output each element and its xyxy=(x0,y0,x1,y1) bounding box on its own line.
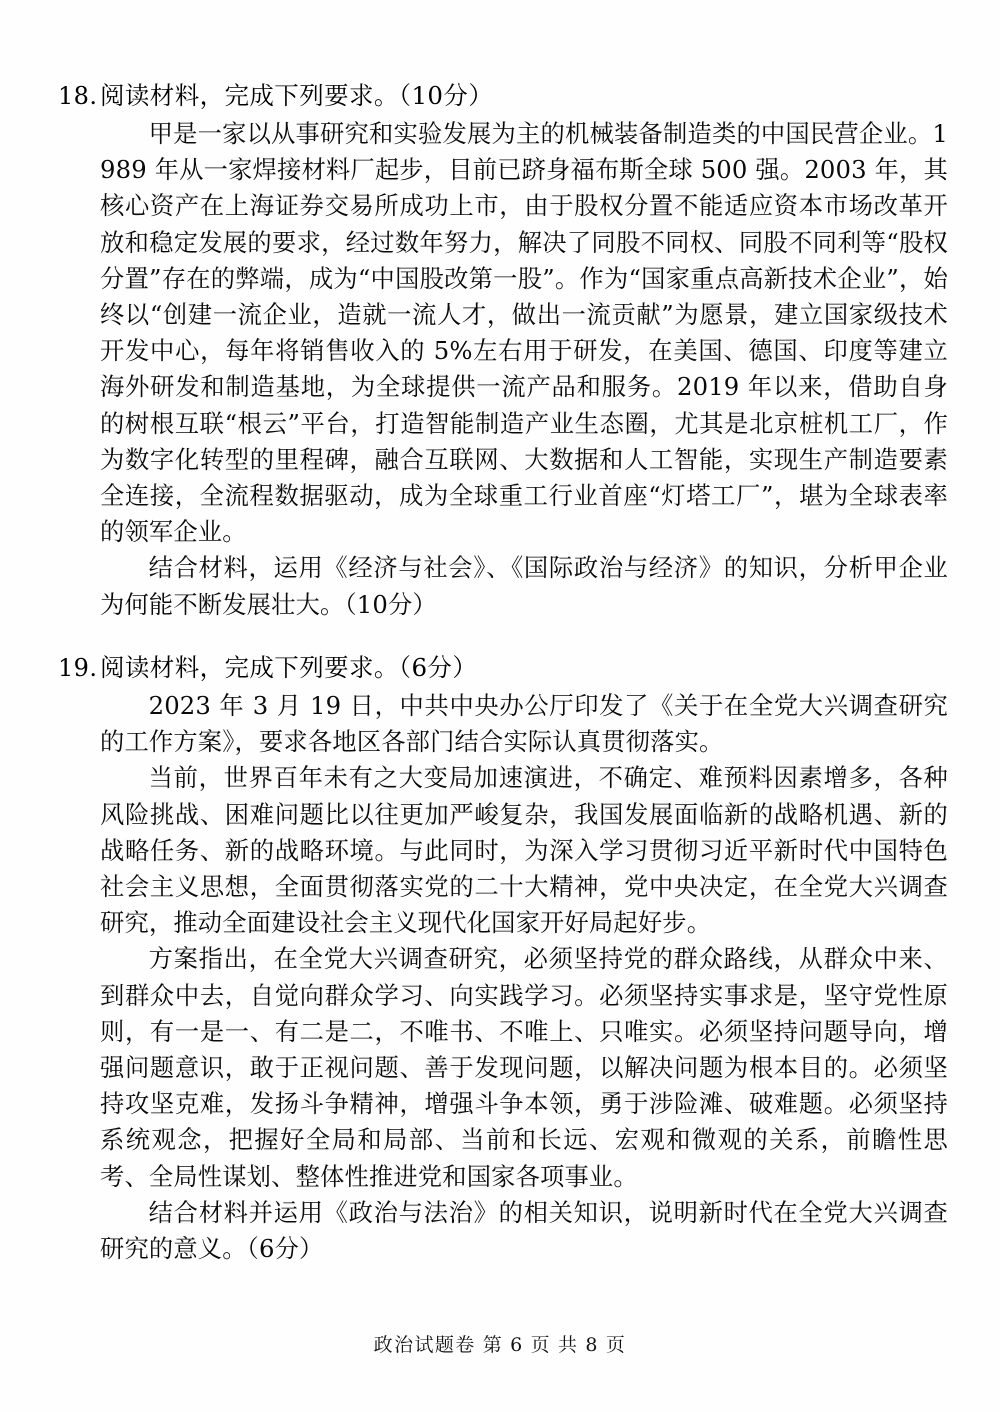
question-18-material-paragraph: 甲是一家以从事研究和实验发展为主的机械装备制造类的中国民营企业。1989 年从一家焊接材料厂起步，目前已跻身福布斯全球 500 强。2003 年，其核心资产在上海证券交易所成功上市，由于股权分置不能适应资本市场改革开放和稳定发展的要求，经过数年努力，解决了同股不同权、同股不同利等“股权分置”存在的弊端，成为“中国股改第一股”。作为“国家重点高新技术企业”，始终以“创建一流企业，造就一流人才，做出一流贡献”为愿景，建立国家级技术开发中心，每年将销售收入的 5%左右用于研发，在美国、德国、印度等建立海外研发和制造基地，为全球提供一流产品和服务。2019 年以来，借助自身的树根互联“根云”平台，打造智能制造产业生态圈，尤其是北京桩机工厂，作为数字化转型的里程碑，融合互联网、大数据和人工智能，实现生产制造要素全连接，全流程数据驱动，成为全球重工行业首座“灯塔工厂”，堪为全球表率的领军企业。 xyxy=(100,119,948,547)
footer-total-prefix: 共 xyxy=(558,1334,579,1356)
question-19 xyxy=(58,650,948,1267)
question-19-task-paragraph: 结合材料并运用《政治与法治》的相关知识，说明新时代在全党大兴调查研究的意义。（6分） xyxy=(100,1197,948,1264)
question-18 xyxy=(58,78,948,741)
question-19-stem xyxy=(58,650,948,686)
footer-total-pages: 8 xyxy=(585,1334,599,1356)
question-18-number: 18. xyxy=(58,82,98,110)
question-19-stem-text: 阅读材料，完成下列要求。（6分） xyxy=(100,653,478,682)
footer-page-prefix: 第 xyxy=(482,1334,504,1356)
question-19-material-paragraph-2: 当前，世界百年未有之大变局加速演进，不确定、难预料因素增多，各种风险挑战、困难问题比以往更加严峻复杂，我国发展面临新的战略机遇、新的战略任务、新的战略环境。与此同时，为深入学习贯彻习近平新时代中国特色社会主义思想，全面贯彻落实党的二十大精神，党中央决定，在全党大兴调查研究，推动全面建设社会主义现代化国家开好局起好步。 xyxy=(100,763,948,938)
page-footer xyxy=(0,1330,1000,1357)
footer-subject: 政治试题卷 xyxy=(373,1334,476,1356)
question-19-material-paragraph-1: 2023 年 3 月 19 日，中共中央办公厅印发了《关于在全党大兴调查研究的工作方案》，要求各地区各部门结合实际认真贯彻落实。 xyxy=(100,691,948,757)
question-18-stem-text: 阅读材料，完成下列要求。（10分） xyxy=(100,81,494,110)
question-19-material-paragraph-3: 方案指出，在全党大兴调查研究，必须坚持党的群众路线，从群众中来、到群众中去，自觉向群众学习、向实践学习。必须坚持实事求是，坚守党性原则，有一是一、有二是二，不唯书、不唯上、只唯实。必须坚持问题导向，增强问题意识，敢于正视问题、善于发现问题，以解决问题为根本目的。必须坚持攻坚克难，发扬斗争精神，增强斗争本领，勇于涉险滩、破难题。必须坚持系统观念，把握好全局和局部、当前和长远、宏观和微观的关系，前瞻性思考、全局性谋划、整体性推进党和国家各项事业。 xyxy=(100,944,948,1191)
footer-page-number: 6 xyxy=(510,1334,524,1356)
question-18-body xyxy=(58,116,948,623)
question-18-stem xyxy=(58,78,948,114)
question-19-body xyxy=(58,688,948,1267)
question-18-task-paragraph: 结合材料，运用《经济与社会》、《国际政治与经济》的知识，分析甲企业为何能不断发展壮大。（10分） xyxy=(100,553,948,619)
footer-page-unit-total: 页 xyxy=(605,1334,627,1356)
footer-page-unit-current: 页 xyxy=(530,1334,551,1356)
question-19-number: 19. xyxy=(58,654,98,682)
